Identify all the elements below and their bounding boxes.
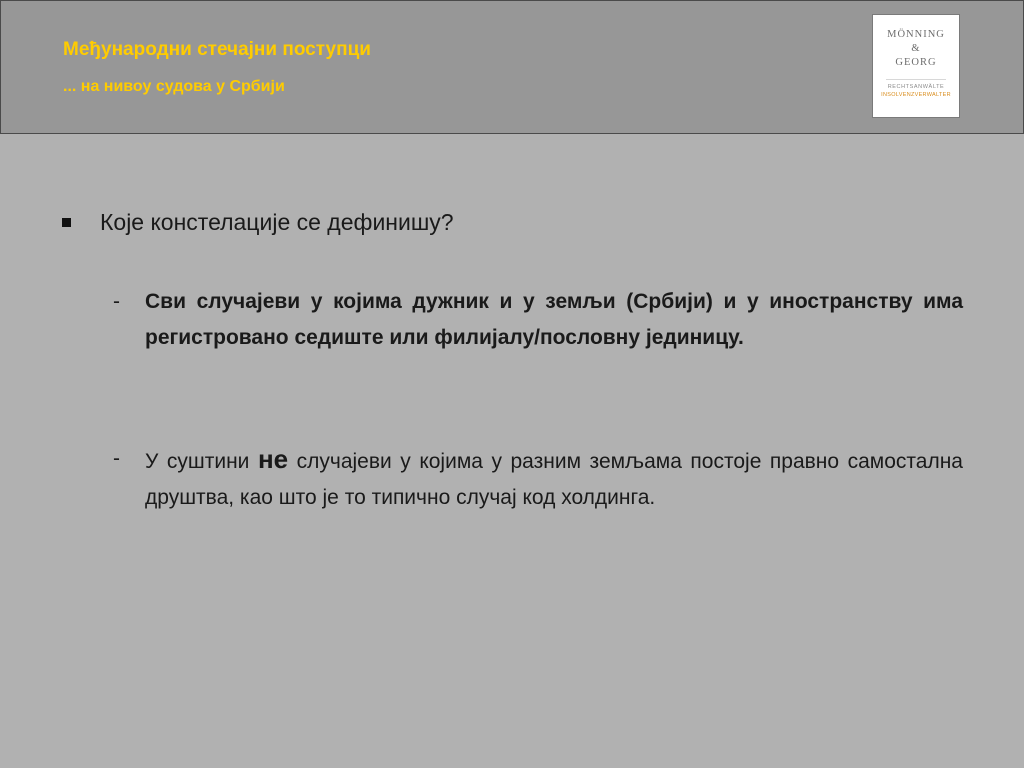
slide-subtitle: ... на нивоу судова у Србији: [63, 78, 285, 95]
sub-item-2-text: [145, 441, 963, 516]
logo-line-3: GEORG: [895, 57, 937, 68]
slide-title: Међународни стечајни поступци: [63, 39, 371, 60]
sub-item-2-lead: У суштини: [145, 450, 258, 473]
square-bullet-icon: [62, 218, 71, 227]
sub-item-2-rest: случајеви у којима у разним земљама постоје правно самостална друштва, као што је то типично случај код холдинга.: [145, 450, 963, 509]
logo-divider: [886, 79, 946, 80]
slide-header: [0, 0, 1024, 134]
sub-item-2-emphasis: не: [257, 444, 289, 474]
logo-tagline-2: INSOLVENZVERWALTER: [881, 92, 951, 98]
dash-icon: -: [113, 447, 120, 470]
logo-line-1: MÖNNING: [887, 29, 945, 40]
slide-body: [0, 133, 1024, 768]
main-bullet-text: Које констелације се дефинишу?: [100, 209, 454, 235]
logo-tagline-1: RECHTSANWÄLTE: [887, 84, 945, 90]
sub-item-1-text: Сви случајеви у којима дужник и у земљи (Србији) и у иностранству има регистровано седиште или филијалу/пословну јединицу.: [145, 290, 963, 349]
company-logo: [872, 14, 960, 118]
logo-line-2: &: [911, 43, 921, 54]
dash-icon: -: [113, 290, 120, 313]
